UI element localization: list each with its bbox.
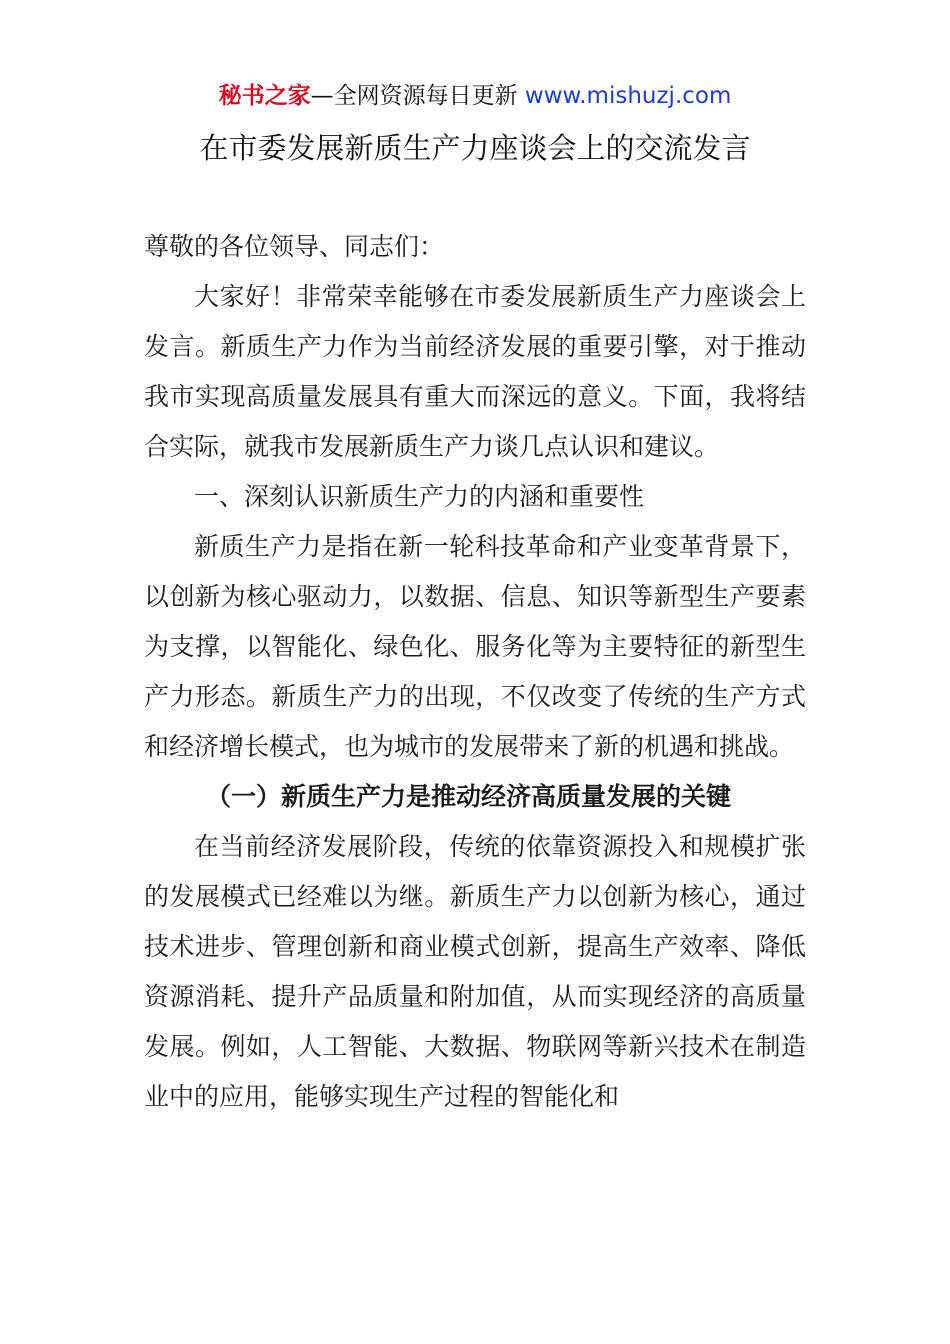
document-body <box>144 222 806 1122</box>
opening-paragraph: 大家好！非常荣幸能够在市委发展新质生产力座谈会上发言。新质生产力作为当前经济发展的重要引擎，对于推动我市实现高质量发展具有重大而深远的意义。下面，我将结合实际，就我市发展新质生产力谈几点认识和建议。 <box>144 282 806 461</box>
document-title: 在市委发展新质生产力座谈会上的交流发言 <box>199 131 751 165</box>
header-tagline: —全网资源每日更新 <box>310 83 518 109</box>
salutation: 尊敬的各位领导、同志们： <box>144 232 445 261</box>
section-paragraph: 新质生产力是指在新一轮科技革命和产业变革背景下，以创新为核心驱动力，以数据、信息、知识等新型生产要素为支撑，以智能化、绿色化、服务化等为主要特征的新型生产力形态。新质生产力的出现，不仅改变了传统的生产方式和经济增长模式，也为城市的发展带来了新的机遇和挑战。 <box>144 532 806 761</box>
site-url-link[interactable]: www.mishuzj.com <box>524 83 732 109</box>
site-header <box>0 80 950 112</box>
brand-name: 秘书之家 <box>218 83 311 109</box>
section-heading: 一、深刻认识新质生产力的内涵和重要性 <box>194 482 645 511</box>
subsection-paragraph: 在当前经济发展阶段，传统的依靠资源投入和规模扩张的发展模式已经难以为继。新质生产力以创新为核心，通过技术进步、管理创新和商业模式创新，提高生产效率、降低资源消耗、提升产品质量和附加值，从而实现经济的高质量发展。例如，人工智能、大数据、物联网等新兴技术在制造业中的应用，能够实现生产过程的智能化和 <box>144 832 806 1111</box>
subsection-heading: （一）新质生产力是推动经济高质量发展的关键 <box>206 782 732 811</box>
